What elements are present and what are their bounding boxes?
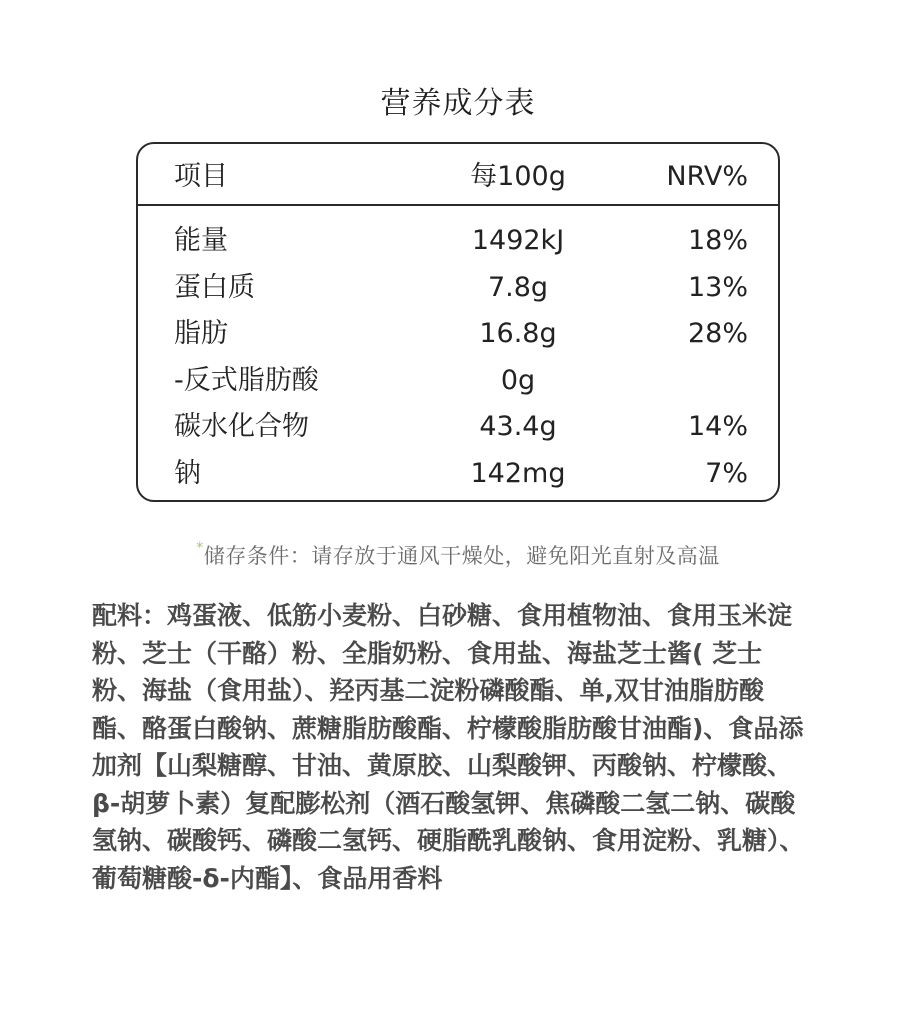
row-name: 碳水化合物: [174, 411, 309, 442]
row-amount: 43.4g: [479, 411, 557, 442]
row-amount: 7.8g: [487, 271, 549, 303]
table-row-fat: [138, 317, 778, 364]
table-row-carbohydrate: [138, 410, 778, 457]
storage-conditions: [0, 540, 916, 570]
row-amount: 1492kJ: [471, 225, 565, 256]
row-amount: 0g: [500, 364, 536, 396]
table-body: [138, 224, 778, 503]
storage-text: 储存条件：请存放于通风干燥处，避免阳光直射及高温: [203, 544, 720, 568]
row-amount: 16.8g: [479, 318, 557, 349]
row-nrv: 14%: [687, 411, 748, 442]
row-name: 能量: [174, 225, 228, 256]
row-name: 钠: [174, 457, 201, 489]
row-nrv: 28%: [687, 318, 748, 349]
row-name: 蛋白质: [174, 271, 255, 303]
table-row-protein: [138, 271, 778, 318]
header-item: 项目: [174, 161, 228, 192]
nutrition-table: [136, 142, 780, 502]
table-row-energy: [138, 224, 778, 271]
table-header-row: [138, 144, 778, 206]
row-nrv: 7%: [705, 457, 748, 489]
table-row-sodium: [138, 457, 778, 504]
header-per-100g: 每100g: [470, 161, 566, 192]
table-row-trans-fat: [138, 364, 778, 411]
row-nrv: 13%: [687, 271, 748, 303]
nutrition-table-title: 营养成分表: [380, 86, 536, 121]
header-nrv: NRV%: [666, 161, 748, 192]
row-name: 脂肪: [174, 318, 228, 349]
row-nrv: 18%: [687, 225, 748, 256]
storage-mark: *: [196, 540, 204, 556]
ingredients-list: 配料：鸡蛋液、低筋小麦粉、白砂糖、食用植物油、食用玉米淀粉、芝士（干酪）粉、全脂奶粉、食用盐、海盐芝士酱( 芝士粉、海盐（食用盐）、羟丙基二淀粉磷酸酯、单,双甘油脂肪酸酯、酪蛋白酸钠、蔗糖脂肪酸酯、柠檬酸脂肪酸甘油酯)、食品添加剂【山梨糖醇、甘油、黄原胶、山梨酸钾、丙酸钠、柠檬酸、β-胡萝卜素）复配膨松剂（酒石酸氢钾、焦磷酸二氢二钠、碳酸氢钠、碳酸钙、磷酸二氢钙、硬脂酰乳酸钠、食用淀粉、乳糖）、葡萄糖酸-δ-内酯】、食品用香料: [92, 601, 805, 893]
row-amount: 142mg: [470, 457, 566, 489]
row-name: -反式脂肪酸: [174, 364, 319, 396]
